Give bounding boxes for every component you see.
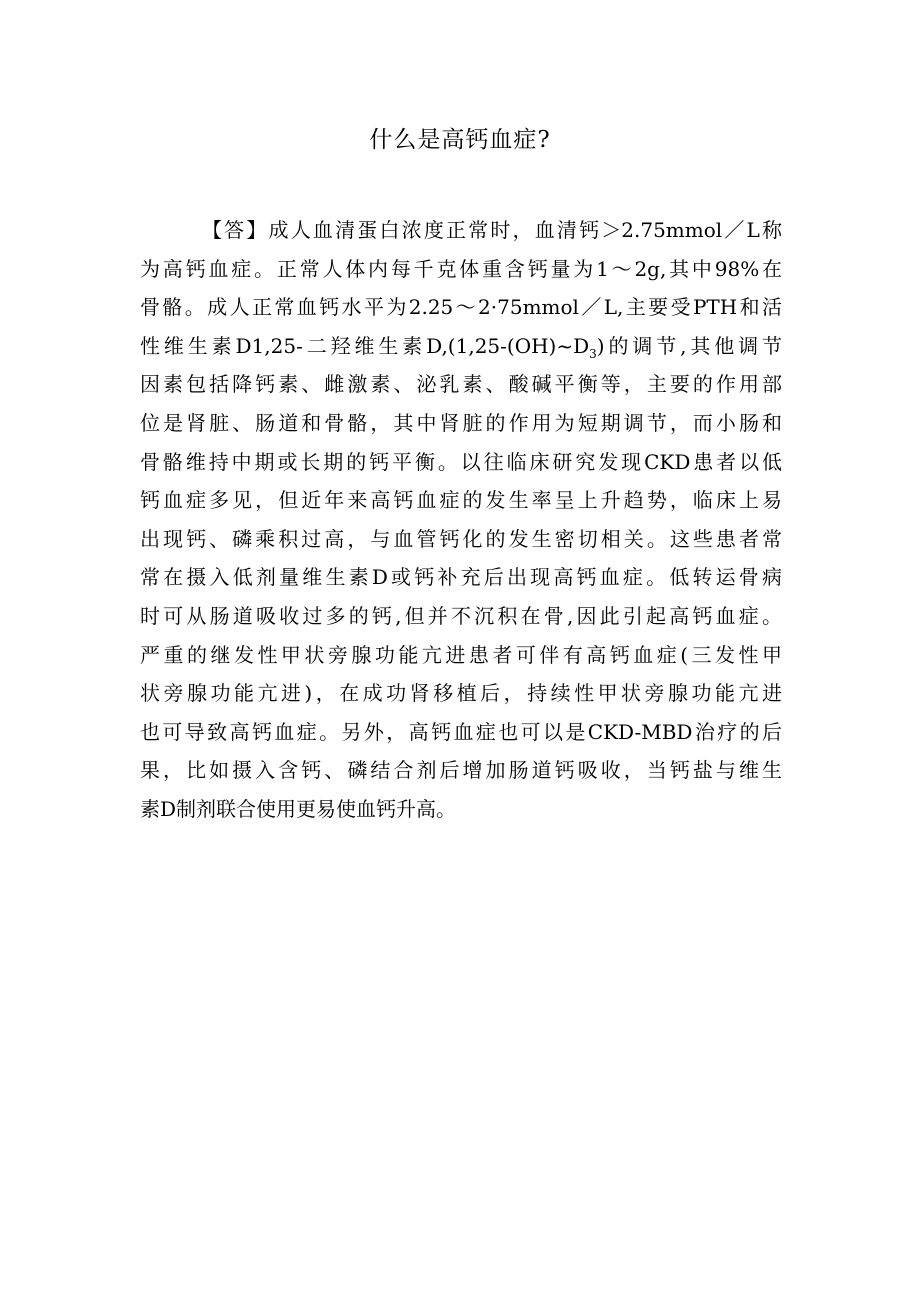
paragraph-line: 时可从肠道吸收过多的钙,但并不沉积在骨,因此引起高钙血症。 — [140, 603, 782, 628]
paragraph-line: 也可导致高钙血症。另外，高钙血症也可以是CKD-MBD治疗的后 — [140, 719, 782, 744]
paragraph-line: 严重的继发性甲状旁腺功能亢进患者可伴有高钙血症(三发性甲 — [140, 642, 782, 667]
paragraph-line-with-subscript — [140, 327, 782, 366]
paragraph-line: 状旁腺功能亢进)，在成功肾移植后，持续性甲状旁腺功能亢进 — [140, 681, 782, 706]
paragraph-line: 骨骼维持中期或长期的钙平衡。以往临床研究发现CKD患者以低 — [140, 449, 782, 474]
paragraph-line: 钙血症多见，但近年来高钙血症的发生率呈上升趋势，临床上易 — [140, 488, 782, 513]
page-title: 什么是高钙血症? — [369, 127, 551, 153]
paragraph-line: 【答】成人血清蛋白浓度正常时，血清钙＞2.75mmol／L称 — [202, 218, 782, 242]
paragraph-line: 骨骼。成人正常血钙水平为2.25～2·75mmol／L,主要受PTH和活 — [140, 295, 782, 320]
paragraph-line: 为高钙血症。正常人体内每千克体重含钙量为1～2g,其中98%在 — [140, 256, 782, 281]
paragraph-line: 果，比如摄入含钙、磷结合剂后增加肠道钙吸收，当钙盐与维生 — [140, 758, 782, 783]
paragraph-line: 位是肾脏、肠道和骨骼，其中肾脏的作用为短期调节，而小肠和 — [140, 410, 782, 435]
paragraph-line: 出现钙、磷乘积过高，与血管钙化的发生密切相关。这些患者常 — [140, 526, 782, 551]
paragraph-line: 素D制剂联合使用更易使血钙升高。 — [140, 796, 457, 821]
line-tail: )的调节,其他调节 — [596, 333, 782, 358]
paragraph-line: 因素包括降钙素、雌激素、泌乳素、酸碱平衡等，主要的作用部 — [140, 372, 782, 397]
answer-paragraph — [140, 211, 782, 829]
paragraph-line: 常在摄入低剂量维生素D或钙补充后出现高钙血症。低转运骨病 — [140, 565, 782, 590]
line-start: 性维生素D1,25-二羟维生素D,(1,25-(OH)~D — [140, 333, 590, 358]
subscript-3: 3 — [589, 346, 597, 361]
